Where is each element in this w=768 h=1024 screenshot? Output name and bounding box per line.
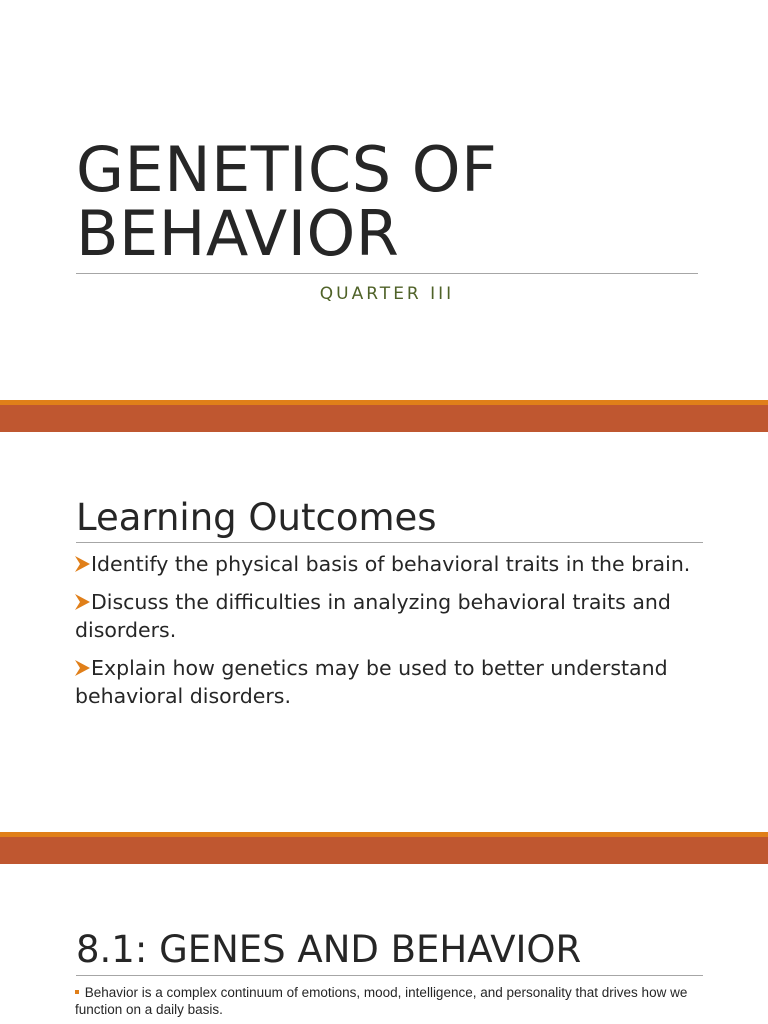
slide-separator (0, 400, 768, 432)
title-line-1: GENETICS OF (76, 133, 498, 206)
arrow-bullet-icon (75, 594, 90, 610)
list-item-text: Behavior is a complex continuum of emotions, mood, intelligence, and personality that drives how we function on a daily basis. (75, 985, 688, 1017)
title-divider (76, 273, 698, 274)
genes-behavior-slide (0, 864, 768, 1024)
slide-title: Learning Outcomes (76, 496, 437, 539)
list-item (75, 654, 705, 710)
list-item-text: Identify the physical basis of behavioral traits in the brain. (91, 552, 691, 576)
list-item (75, 984, 715, 1018)
title-slide (0, 0, 768, 400)
list-item (75, 588, 705, 644)
title-divider (76, 542, 703, 543)
square-bullet-icon (75, 990, 79, 994)
outcomes-list (75, 550, 705, 720)
title-divider (76, 975, 703, 976)
presentation-subtitle: QUARTER III (319, 284, 455, 304)
arrow-bullet-icon (75, 556, 90, 572)
presentation-title (76, 133, 696, 270)
slide-separator (0, 832, 768, 864)
list-item (75, 550, 705, 578)
list-item-text: Explain how genetics may be used to better understand behavioral disorders. (75, 656, 668, 708)
list-item-text: Discuss the difficulties in analyzing behavioral traits and disorders. (75, 590, 671, 642)
learning-outcomes-slide (0, 432, 768, 832)
arrow-bullet-icon (75, 660, 90, 676)
slide-title: 8.1: GENES AND BEHAVIOR (76, 928, 582, 971)
title-line-2: BEHAVIOR (76, 197, 400, 270)
